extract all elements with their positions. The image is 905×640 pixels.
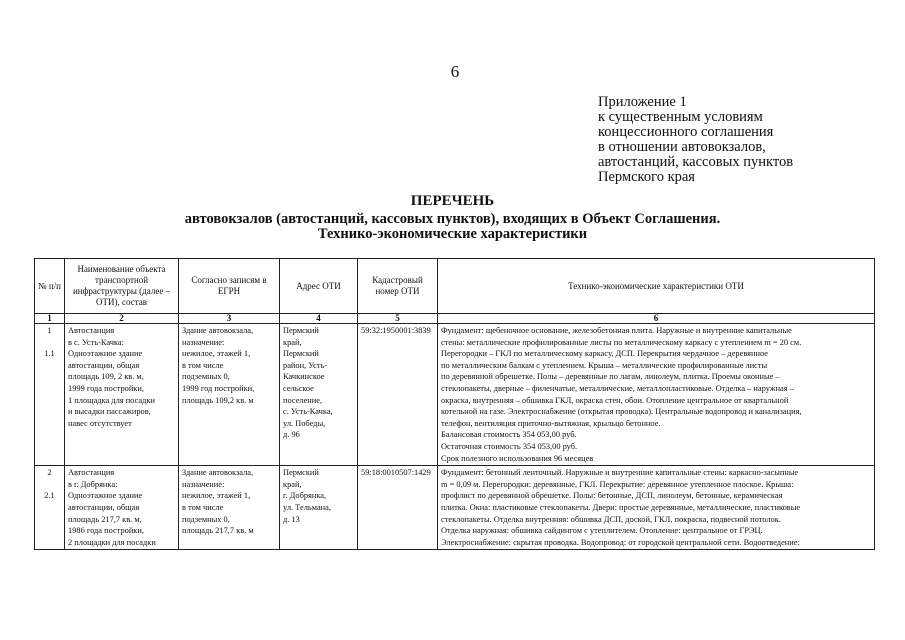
address-line: край, xyxy=(283,337,302,347)
column-number: 5 xyxy=(358,314,438,324)
egrn-cell xyxy=(179,466,280,550)
egrn-line: Здание автовокзала, xyxy=(182,326,254,335)
egrn-line: в том числе xyxy=(182,502,224,512)
header-number: № п/п xyxy=(35,259,65,314)
address-line: д. 13 xyxy=(283,514,300,524)
appendix-line: концессионного соглашения xyxy=(598,124,774,140)
characteristics-cell xyxy=(438,324,875,466)
characteristics-line: Электроснабжение: скрытая проводка. Водопровод: от городской центральной сети. Водоотведение: xyxy=(441,537,800,547)
egrn-line: в том числе xyxy=(182,360,224,370)
table-body xyxy=(35,314,875,550)
row-number-cell xyxy=(35,324,65,466)
characteristics-line: Остаточная стоимость 354 053,00 руб. xyxy=(441,441,578,451)
characteristics-line: окраска, внутренняя – обшивка ГКЛ, окраска стен, обои. Отопление центральное от квартальной xyxy=(441,395,789,405)
address-line: Пермский xyxy=(283,349,319,359)
appendix-line: к существенным условиям xyxy=(598,109,763,125)
row-number-cell xyxy=(35,466,65,550)
appendix-block xyxy=(598,95,793,185)
column-number: 4 xyxy=(280,314,358,324)
address-line: сельское xyxy=(283,383,314,393)
header-characteristics: Технико-экономические характеристики ОТИ xyxy=(438,259,875,314)
characteristics-line: Балансовая стоимость 354 053,00 руб. xyxy=(441,430,577,440)
characteristics-line: Срок полезного использования 96 месяцев xyxy=(441,453,594,463)
egrn-cell xyxy=(179,324,280,466)
egrn-line: подземных 0, xyxy=(182,514,230,524)
object-name-line: автостанции, общая xyxy=(68,360,140,370)
subtitle-line: Технико-экономические характеристики xyxy=(317,226,588,242)
header-egrn: Согласно записям в ЕГРН xyxy=(179,259,280,314)
column-number: 1 xyxy=(35,314,65,324)
sub-row-number: 2.1 xyxy=(44,491,55,501)
characteristics-line: m = 0,09 м. Перегородки: деревянные, ГКЛ. Перекрытие: деревянное утепленное плоское. Крыша: xyxy=(441,479,794,489)
object-name-line: 2 площадки для посадки xyxy=(68,537,156,547)
address-line: Качкинское xyxy=(283,372,325,382)
appendix-line: Приложение 1 xyxy=(598,94,687,110)
characteristics-line: стеклопакеты. Отделка внутренняя: обшивка ДСП, доской, ГКЛ, покраска, подвесной потолок. xyxy=(441,514,781,524)
oti-table xyxy=(34,258,875,550)
appendix-line: в отношении автовокзалов, xyxy=(598,139,766,155)
characteristics-line: Отделка наружная: обшивка сайдингом с утеплителем. Отопление: центральное от ГРЭЦ. xyxy=(441,526,763,536)
characteristics-line: плитка. Окна: пластиковые стеклопакеты. Двери: простые деревянные, металлические, пластиковые xyxy=(441,502,801,512)
egrn-line: 1999 год постройки, xyxy=(182,383,255,393)
object-name-line: 1 площадка для посадки xyxy=(68,395,155,405)
subtitle-line: автовокзалов (автостанций, кассовых пунктов), входящих в Объект Соглашения. xyxy=(184,211,721,227)
document-title: ПЕРЕЧЕНЬ xyxy=(410,193,495,209)
column-number: 2 xyxy=(65,314,179,324)
characteristics-line: профлист по деревянной обрешетке. Полы: бетонные, ДСП, линолеум, бетонные, керамическая xyxy=(441,491,783,501)
table-row xyxy=(35,466,875,550)
document-subtitle xyxy=(0,212,905,242)
characteristics-line: стены: металлические профилированные листы по металлическому каркасу с утеплением m = 20 см. xyxy=(441,337,802,347)
object-name-line: навес отсутствует xyxy=(68,418,132,428)
characteristics-line: стеклопакеты, дверные – филенчатые, металлические, металлопластиковые. Отделка – наружная – xyxy=(441,383,794,393)
row-number: 1 xyxy=(47,326,52,335)
object-name-cell xyxy=(65,466,179,550)
characteristics-line: по металлическим балкам с утеплением. Крыша – металлические профилированные листы xyxy=(441,360,768,370)
egrn-line: нежилое, этажей 1, xyxy=(182,491,251,501)
object-name-line: Автостанция xyxy=(68,468,115,478)
address-line: Пермский xyxy=(283,468,319,478)
page-number: 6 xyxy=(450,62,460,81)
object-name-line: в с. Усть-Качка: xyxy=(68,337,124,347)
cadastral-number-cell: 59:18:0010507:1429 xyxy=(358,466,438,550)
address-line: край, xyxy=(283,479,302,489)
object-name-line: 1999 года постройки, xyxy=(68,383,144,393)
egrn-line: назначение: xyxy=(182,479,225,489)
address-line: ул. Победы, xyxy=(283,418,326,428)
column-number: 3 xyxy=(179,314,280,324)
egrn-line: подземных 0, xyxy=(182,372,230,382)
address-cell xyxy=(280,324,358,466)
characteristics-line: Фундамент: бетонный ленточный. Наружные и внутренние капитальные стены: каркасно-засыпные xyxy=(441,468,799,478)
table-row xyxy=(35,324,875,466)
header-object-name: Наименование объекта транспортной инфраструктуры (далее – ОТИ), состав xyxy=(65,259,179,314)
header-address: Адрес ОТИ xyxy=(280,259,358,314)
address-line: д. 96 xyxy=(283,430,300,440)
egrn-line: назначение: xyxy=(182,337,225,347)
cadastral-number-cell: 59:32:1950001:3839 xyxy=(358,324,438,466)
characteristics-line: Перегородки – ГКЛ по металлическому каркасу, ДСП. Перекрытия чердачное – деревянное xyxy=(441,349,768,359)
address-line: с. Усть-Качка, xyxy=(283,407,333,417)
address-line: Пермский xyxy=(283,326,319,335)
object-name-line: Одноэтажное здание xyxy=(68,491,143,501)
address-line: ул. Тельмана, xyxy=(283,502,331,512)
sub-row-number: 1.1 xyxy=(44,349,55,358)
object-name-line: 1986 года постройки, xyxy=(68,526,144,536)
egrn-line: площадь 217,7 кв. м xyxy=(182,526,254,536)
object-name-cell xyxy=(65,324,179,466)
object-name-line: площадь 109, 2 кв. м, xyxy=(68,372,144,382)
characteristics-line: телефон, вентиляция приточно-вытяжная, крыльцо бетонное. xyxy=(441,418,661,428)
characteristics-line: Фундамент: щебеночное основание, железобетонная плита. Наружные и внутренние капитальные xyxy=(441,326,792,335)
egrn-line: нежилое, этажей 1, xyxy=(182,349,251,359)
egrn-line: площадь 109,2 кв. м xyxy=(182,395,254,405)
header-cadastral: Кадастровый номер ОТИ xyxy=(358,259,438,314)
object-name-line: в г. Добрянка: xyxy=(68,479,118,489)
appendix-line: Пермского края xyxy=(598,169,695,185)
address-line: поселение, xyxy=(283,395,323,405)
row-number: 2 xyxy=(47,468,52,478)
column-number: 6 xyxy=(438,314,875,324)
characteristics-line: котельной на газе. Электроснабжение (открытая проводка). Центральные водопровод и канализация, xyxy=(441,407,802,417)
object-name-line: автостанции, общая xyxy=(68,502,140,512)
object-name-line: и высадки пассажиров, xyxy=(68,407,151,417)
address-cell xyxy=(280,466,358,550)
object-name-line: Автостанция xyxy=(68,326,115,335)
address-line: г. Добрянка, xyxy=(283,491,327,501)
address-line: район, Усть- xyxy=(283,360,328,370)
object-name-line: площадь 217,7 кв. м, xyxy=(68,514,142,524)
column-number-row xyxy=(35,314,875,324)
appendix-line: автостанций, кассовых пунктов xyxy=(598,154,794,170)
characteristics-line: по деревянной обрешетке. Полы – деревянные по лагам, линолеум, плитка. Проемы оконные – xyxy=(441,372,780,382)
egrn-line: Здание автовокзала, xyxy=(182,468,254,478)
characteristics-cell xyxy=(438,466,875,550)
object-name-line: Одноэтажное здание xyxy=(68,349,143,359)
